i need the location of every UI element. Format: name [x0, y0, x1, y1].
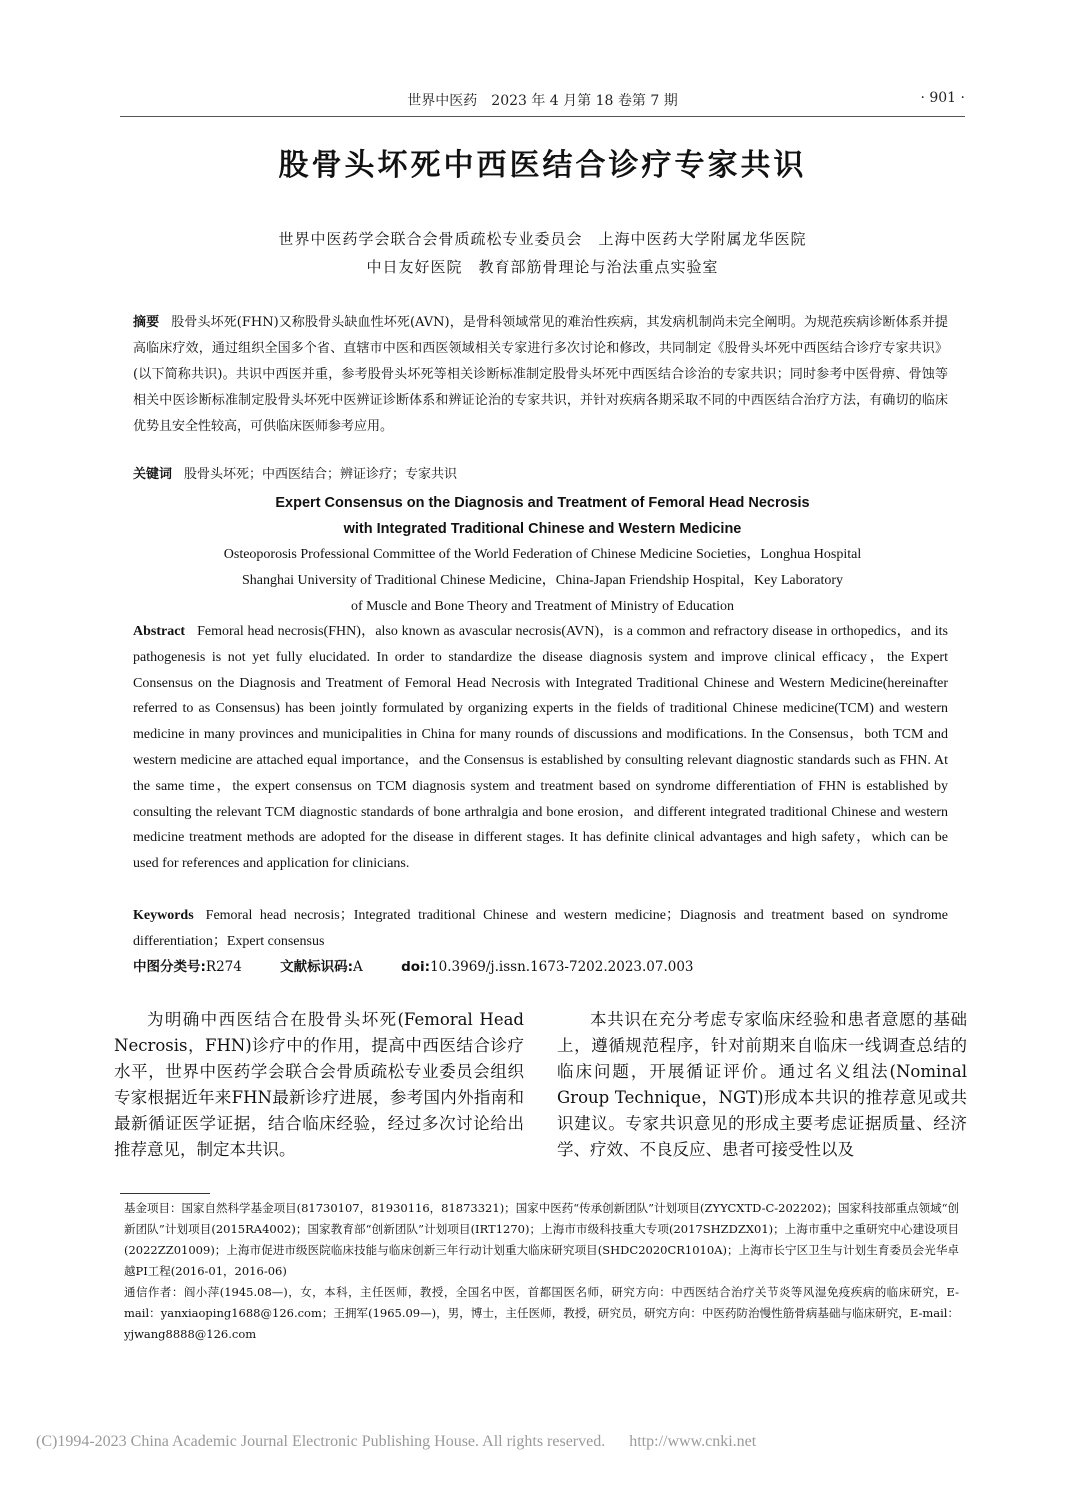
- abstract-en-label: Abstract: [133, 624, 186, 639]
- keywords-cn-text: 股骨头坏死；中西医结合；辨证诊疗；专家共识: [184, 467, 458, 482]
- keywords-en-label: Keywords: [133, 908, 194, 923]
- classification-line: [133, 955, 948, 979]
- clc-number: 中图分类号:R274: [133, 959, 242, 975]
- affiliations-en: [120, 542, 965, 620]
- copyright-watermark: [36, 1433, 1076, 1451]
- affiliation-en-line2: Shanghai University of Traditional Chinese Medicine，China-Japan Friendship Hospital，Key Laboratory: [241, 573, 844, 588]
- funding-note: 基金项目：国家自然科学基金项目(81730107，81930116，81873321)；国家中医药“传承创新团队”计划项目(ZYYCXTD-C-202202)；国家科技部重点领域“创新团队”计划项目(2015RA4002)；国家教育部“创新团队”计划项目(IRT1270)；上海市市级科技重大专项(2017SHZDZX01)；上海市重中之重研究中心建设项目(2022ZZ01009)；上海市促进市级医院临床技能与临床创新三年行动计划重大临床研究项目(SHDC2020CR1010A)；上海市长宁区卫生与计划生育委员会光华卓越PI工程(2016-01，2016-06): [124, 1201, 959, 1278]
- header-rule: [120, 116, 965, 117]
- keywords-cn: [133, 462, 948, 488]
- correspondence-note: 通信作者：阎小萍(1945.08—)，女，本科，主任医师，教授，全国名中医，首都国医名师，研究方向：中西医结合治疗关节炎等风湿免疫疾病的临床研究，E-mail：yanxiaoping1688@126.com；王拥军(1965.09—)，男，博士，主任医师，教授，研究员，研究方向：中医药防治慢性筋骨病基础与临床研究，E-mail：yjwang8888@126.com: [124, 1285, 959, 1341]
- body-paragraph-2: 本共识在充分考虑专家临床经验和患者意愿的基础上，遵循规范程序，针对前期来自临床一线调查总结的临床问题，开展循证评价。通过名义组法(Nominal Group Technique，NGT)形成本共识的推荐意见或共识建议。专家共识意见的形成主要考虑证据质量、经济学、疗效、不良反应、患者可接受性以及: [557, 1010, 967, 1159]
- affiliation-en-line1: Osteoporosis Professional Committee of the World Federation of Chinese Medicine Societies，Longhua Hospital: [223, 547, 862, 562]
- keywords-en: [133, 903, 948, 955]
- abstract-cn-text: 股骨头坏死(FHN)又称股骨头缺血性坏死(AVN)，是骨科领域常见的难治性疾病，其发病机制尚未完全阐明。为规范疾病诊断体系并提高临床疗效，通过组织全国多个省、直辖市中医和西医领域相关专家进行多次讨论和修改，共同制定《股骨头坏死中西医结合诊疗专家共识》(以下简称共识)。共识中西医并重，参考股骨头坏死等相关诊断标准制定股骨头坏死中西医结合诊治的专家共识；同时参考中医骨痹、骨蚀等相关中医诊断标准制定股骨头坏死中医辨证诊断体系和辨证论治的专家共识，并针对疾病各期采取不同的中西医结合治疗方法，有确切的临床优势且安全性较高，可供临床医师参考应用。: [133, 315, 948, 434]
- footnote-rule: [120, 1193, 210, 1194]
- cnki-url: http://www.cnki.net: [629, 1433, 757, 1450]
- document-code: 文献标识码:A: [280, 959, 363, 975]
- title-en: [120, 490, 965, 542]
- keywords-en-text: Femoral head necrosis；Integrated traditional Chinese and western medicine；Diagnosis and treatment based on syndrome differentiation；Expert consensus: [133, 908, 948, 949]
- title-en-line2: with Integrated Traditional Chinese and Western Medicine: [343, 521, 742, 537]
- body-paragraph-1: 为明确中西医结合在股骨头坏死(Femoral Head Necrosis，FHN)诊疗中的作用，提高中西医结合诊疗水平，世界中医药学会联合会骨质疏松专业委员会组织专家根据近年来FHN最新诊疗进展，参考国内外指南和最新循证医学证据，结合临床经验，经过多次讨论给出推荐意见，制定本共识。: [114, 1010, 524, 1159]
- keywords-cn-label: 关键词: [133, 467, 173, 482]
- footnote: [124, 1198, 959, 1345]
- journal-issue: 世界中医药 2023 年 4 月第 18 卷第 7 期: [407, 93, 678, 109]
- affiliation-cn-line1: 世界中医药学会联合会骨质疏松专业委员会 上海中医药大学附属龙华医院: [278, 230, 807, 248]
- affiliation-cn-line2: 中日友好医院 教育部筋骨理论与治法重点实验室: [366, 258, 719, 276]
- body-column-right: [557, 1007, 967, 1163]
- abstract-cn: [133, 310, 948, 440]
- doi: doi:10.3969/j.issn.1673-7202.2023.07.003: [401, 959, 694, 975]
- body-column-left: [114, 1007, 524, 1163]
- copyright-text: (C)1994-2023 China Academic Journal Electronic Publishing House. All rights reserved.: [36, 1433, 606, 1450]
- running-header: [120, 88, 965, 112]
- affiliation-en-line3: of Muscle and Bone Theory and Treatment of Ministry of Education: [350, 599, 735, 614]
- page-number: · 901 ·: [920, 90, 965, 106]
- title-en-line1: Expert Consensus on the Diagnosis and Treatment of Femoral Head Necrosis: [275, 495, 810, 511]
- abstract-en: [133, 619, 948, 877]
- abstract-en-text: Femoral head necrosis(FHN)，also known as avascular necrosis(AVN)，is a common and refractory disease in orthopedics，and its pathogenesis is not yet fully elucidated. In order to standardize the disease diagnosis system and improve clinical efficacy，the Expert Consensus on the Diagnosis and Treatment of Femoral Head Necrosis with Integrated Traditional Chinese and Western Medicine(hereinafter referred to as Consensus) has been jointly formulated by organizing experts in the fields of traditional Chinese medicine(TCM) and western medicine in many provinces and municipalities in China for many rounds of discussions and modifications. In the Consensus，both TCM and western medicine are attached equal importance，and the Consensus is established by consulting relevant diagnostic standards such as FHN. At the same time，the expert consensus on TCM diagnosis system and treatment based on syndrome differentiation of FHN is established by consulting the relevant TCM diagnostic standards of bone arthralgia and bone erosion，and different integrated traditional Chinese and western medicine treatment methods are adopted for the disease in different stages. It has definite clinical advantages and high safety，which can be used for references and application for clinicians.: [133, 624, 948, 872]
- article-title: 股骨头坏死中西医结合诊疗专家共识: [278, 148, 807, 183]
- abstract-cn-label: 摘要: [133, 315, 160, 330]
